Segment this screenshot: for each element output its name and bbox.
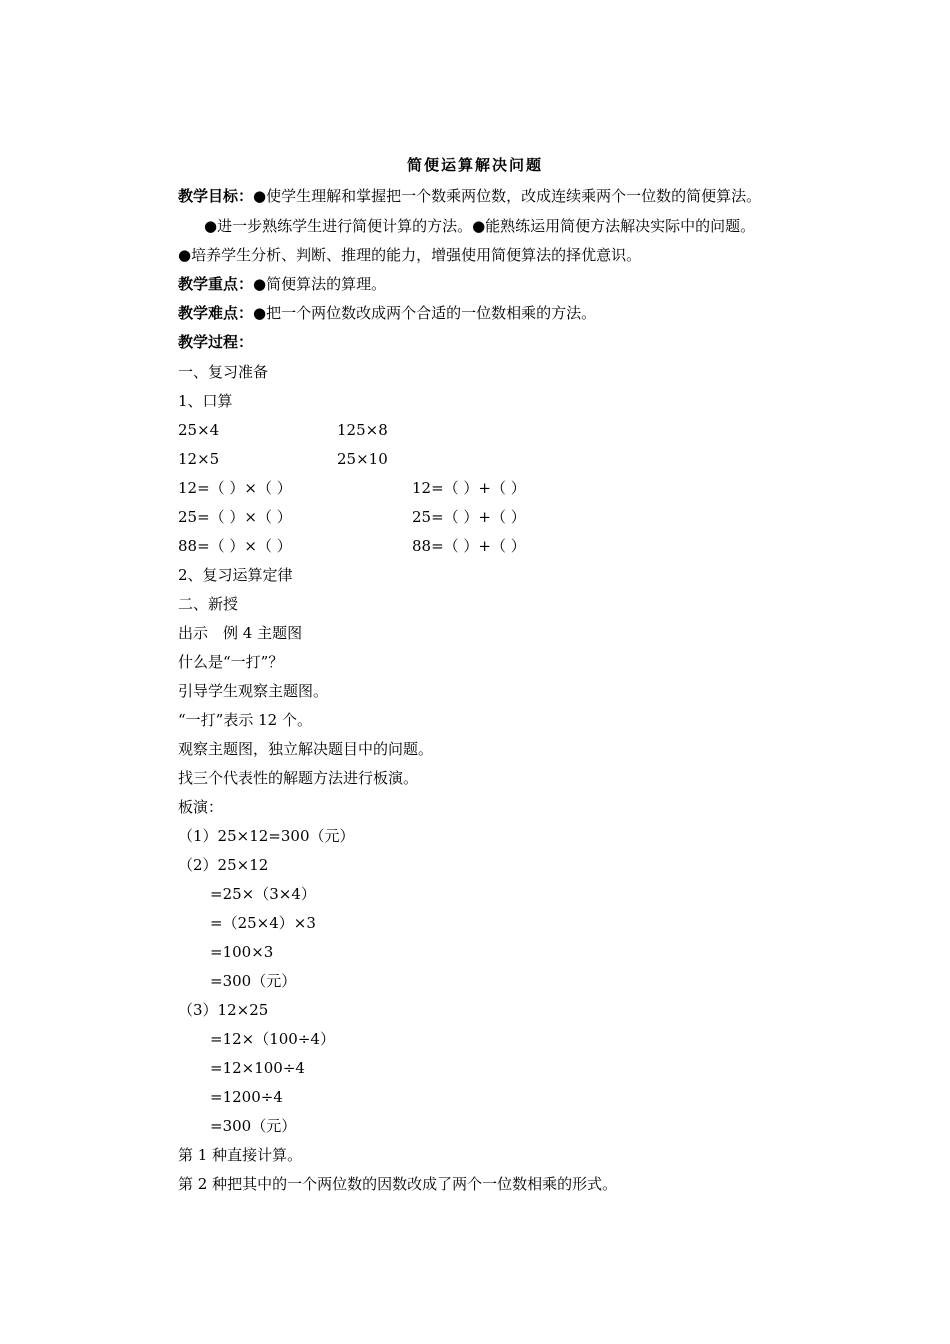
method-2-head: （2）25×12 <box>178 856 269 874</box>
method-2-step: =300（元） <box>210 972 297 990</box>
text-line: 出示 例 4 主题图 <box>178 624 303 642</box>
item-2-heading: 2、复习运算定律 <box>178 566 293 584</box>
decompose-cell: 88=（ ）×（ ） <box>178 537 292 555</box>
objectives-text-1: ●使学生理解和掌握把一个数乘两位数，改成连续乘两个一位数的简便算法。 <box>253 187 762 205</box>
oral-cell: 25×4 <box>178 421 220 439</box>
objectives-line-1 <box>178 186 761 206</box>
method-2-step: =100×3 <box>210 943 274 961</box>
difficulty-label: 教学难点： <box>178 304 254 322</box>
objectives-line-2: ●进一步熟练学生进行简便计算的方法。●能熟练运用简便方法解决实际中的问题。 <box>204 217 756 235</box>
oral-row-2 <box>178 449 388 469</box>
method-3-step: =12×100÷4 <box>210 1059 305 1077</box>
oral-cell: 125×8 <box>337 421 388 439</box>
key-point-label: 教学重点： <box>178 275 254 293</box>
process-label: 教学过程： <box>178 333 254 351</box>
section-2-heading: 二、新授 <box>178 595 239 613</box>
section-1-heading: 一、复习准备 <box>178 363 269 381</box>
oral-row-1 <box>178 420 388 440</box>
method-3-step: =12×（100÷4） <box>210 1030 335 1048</box>
item-1-heading: 1、口算 <box>178 392 233 410</box>
decompose-cell: 25=（ ）×（ ） <box>178 508 292 526</box>
objectives-label: 教学目标： <box>178 187 254 205</box>
key-point-text: ●简便算法的算理。 <box>253 275 387 293</box>
difficulty-text: ●把一个两位数改成两个合适的一位数相乘的方法。 <box>253 304 597 322</box>
oral-cell: 25×10 <box>337 450 388 468</box>
key-point-line <box>178 274 386 294</box>
decompose-row-1 <box>178 478 526 498</box>
decompose-row-2 <box>178 507 526 527</box>
method-2-step: =（25×4）×3 <box>210 914 316 932</box>
decompose-row-3 <box>178 536 526 556</box>
method-3-step: =300（元） <box>210 1117 297 1135</box>
decompose-cell: 25=（ ）+（ ） <box>412 508 526 526</box>
method-2-step: =25×（3×4） <box>210 885 316 903</box>
difficulty-line <box>178 303 596 323</box>
method-1: （1）25×12=300（元） <box>178 827 355 845</box>
decompose-cell: 12=（ ）×（ ） <box>178 479 292 497</box>
text-line: 板演： <box>178 798 224 816</box>
text-line: 什么是“一打”？ <box>178 653 284 671</box>
page-title: 简便运算解决问题 <box>406 156 543 174</box>
method-3-head: （3）12×25 <box>178 1001 269 1019</box>
text-line: 观察主题图，独立解决题目中的问题。 <box>178 740 434 758</box>
objectives-line-3: ●培养学生分析、判断、推理的能力，增强使用简便算法的择优意识。 <box>178 246 642 264</box>
text-line: 引导学生观察主题图。 <box>178 682 329 700</box>
text-line: “一打”表示 12 个。 <box>178 711 312 729</box>
conclusion-1: 第 1 种直接计算。 <box>178 1146 303 1164</box>
text-line: 找三个代表性的解题方法进行板演。 <box>178 769 419 787</box>
method-3-step: =1200÷4 <box>210 1088 283 1106</box>
conclusion-2: 第 2 种把其中的一个两位数的因数改成了两个一位数相乘的形式。 <box>178 1175 618 1193</box>
decompose-cell: 12=（ ）+（ ） <box>412 479 526 497</box>
oral-cell: 12×5 <box>178 450 220 468</box>
decompose-cell: 88=（ ）+（ ） <box>412 537 526 555</box>
